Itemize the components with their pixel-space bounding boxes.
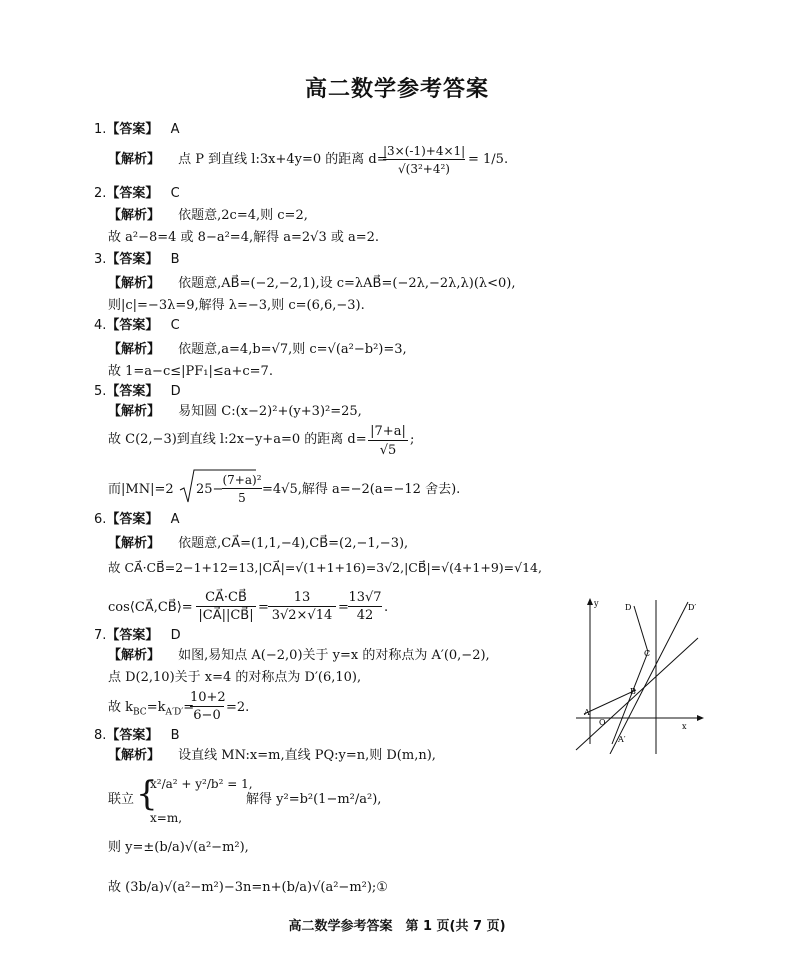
- analysis-label: 【解析】: [108, 152, 161, 167]
- q6-f2-den: 3√2×√14: [271, 608, 333, 623]
- answer-label: 【答案】: [106, 186, 159, 201]
- q2-number: 2.: [94, 186, 107, 201]
- q2-answer: C: [170, 186, 180, 201]
- analysis-label: 【解析】: [108, 404, 161, 419]
- fig-label-o: O: [599, 718, 606, 727]
- q8-text4: 故 (3b/a)√(a²−m²)−3n=n+(b/a)√(a²−m²);①: [108, 880, 388, 895]
- q6-eq1: =: [258, 600, 269, 615]
- q6-f3-den: 42: [356, 608, 374, 623]
- q8-analysis: [108, 748, 436, 764]
- analysis-label: 【解析】: [108, 276, 161, 291]
- q6-f1-num: CA⃗·CB⃗: [196, 590, 256, 607]
- segment-d-c: [634, 606, 648, 652]
- analysis-label: 【解析】: [108, 342, 161, 357]
- q8-sys-eq1: x²/a² + y²/b² = 1,: [150, 777, 253, 791]
- q5-answer-line: [94, 384, 181, 400]
- q6-eq2: =: [338, 600, 349, 615]
- q6-f1-den: |CA⃗||CB⃗|: [198, 608, 254, 623]
- analysis-label: 【解析】: [108, 536, 161, 551]
- answer-label: 【答案】: [106, 512, 159, 527]
- q6-answer: A: [170, 512, 180, 527]
- answer-label: 【答案】: [106, 384, 159, 399]
- fig-label-a: A: [584, 708, 590, 717]
- q5-frac-num: |7+a|: [368, 424, 408, 441]
- q7-k-prefix: 故 k: [108, 700, 134, 715]
- q3-answer-line: [94, 252, 179, 268]
- q8-sys-label: 联立: [108, 792, 135, 807]
- q8-answer: B: [170, 728, 180, 743]
- q5-text3a: 而|MN|=2: [108, 482, 174, 497]
- q7-text3: [108, 700, 194, 721]
- q5-frac-den: √5: [379, 443, 397, 458]
- q8-text3: 则 y=±(b/a)√(a²−m²),: [108, 840, 249, 855]
- q4-number: 4.: [94, 318, 107, 333]
- q3-text1: 依题意,AB⃗=(−2,−2,1),设 c=λAB⃗=(−2λ,−2λ,λ)(λ<0),: [178, 276, 516, 291]
- fig-label-c: C: [644, 649, 651, 658]
- q2-answer-line: [94, 186, 180, 202]
- q4-answer-line: [94, 318, 180, 334]
- q4-text1: 依题意,a=4,b=√7,则 c=√(a²−b²)=3,: [178, 342, 407, 357]
- q7-answer-line: [94, 628, 181, 644]
- fig-label-d-prime: D′: [688, 603, 697, 612]
- q2-text1: 依题意,2c=4,则 c=2,: [178, 208, 308, 223]
- answer-label: 【答案】: [106, 628, 159, 643]
- q8-sys-tail: 解得 y²=b²(1−m²/a²),: [246, 792, 382, 807]
- q3-text2: 则|c|=−3λ=9,解得 λ=−3,则 c=(6,6,−3).: [108, 298, 365, 313]
- q7-number: 7.: [94, 628, 107, 643]
- q6-f2-num: 13: [268, 590, 336, 607]
- q7-sub1: BC: [133, 707, 147, 718]
- q6-text2: 故 CA⃗·CB⃗=2−1+12=13,|CA⃗|=√(1+1+16)=3√2,|CB⃗|=√(4+1+9)=√14,: [108, 560, 542, 575]
- answer-label: 【答案】: [106, 122, 159, 137]
- q1-answer-line: [94, 122, 179, 138]
- q7-k-mid: =k: [146, 700, 166, 715]
- q5-text1: 易知圆 C:(x−2)²+(y+3)²=25,: [178, 404, 362, 419]
- answer-label: 【答案】: [106, 728, 159, 743]
- q5-text2: 故 C(2,−3)到直线 l:2x−y+a=0 的距离 d=: [108, 432, 367, 447]
- q1-frac-den: √(3²+4²): [398, 162, 450, 176]
- q1-analysis: [108, 152, 388, 168]
- q1-frac-num: |3×(-1)+4×1|: [383, 144, 466, 158]
- analysis-label: 【解析】: [108, 748, 161, 763]
- q7-frac-num: 10+2: [190, 690, 226, 705]
- q5-text3b: =4√5,解得 a=−2(a=−12 舍去).: [262, 482, 461, 497]
- y-axis-arrow: [587, 598, 593, 605]
- q3-number: 3.: [94, 252, 107, 267]
- q7-text1: 如图,易知点 A(−2,0)关于 y=x 的对称点为 A′(0,−2),: [178, 648, 490, 663]
- q5-number: 5.: [94, 384, 107, 399]
- q8-brace: {: [136, 774, 158, 814]
- q8-number: 8.: [94, 728, 107, 743]
- fig-label-b: B: [630, 687, 636, 696]
- q3-analysis: [108, 276, 516, 292]
- q8-sys-eq2: x=m,: [150, 811, 183, 825]
- q5-answer: D: [170, 384, 181, 399]
- q7-k-eq: =: [183, 700, 195, 715]
- line-a-prime-d-prime: [610, 602, 688, 754]
- answer-label: 【答案】: [106, 252, 159, 267]
- q1-answer: A: [170, 122, 180, 137]
- q6-end: .: [384, 600, 389, 615]
- q6-f3-num: 13√7: [348, 590, 382, 605]
- q4-answer: C: [170, 318, 180, 333]
- q4-text2: 故 1=a−c≤|PF₁|≤a+c=7.: [108, 364, 273, 379]
- q2-analysis: [108, 208, 308, 224]
- q5-root-frac-num: (7+a)²: [222, 473, 262, 487]
- segment-c-a-prime: [612, 652, 648, 744]
- q8-answer-line: [94, 728, 179, 744]
- fig-label-a-prime: A′: [618, 735, 626, 744]
- q7-frac-den: 6−0: [193, 708, 221, 723]
- q5-analysis: [108, 404, 362, 420]
- q7-text2: 点 D(2,10)关于 x=4 的对称点为 D′(6,10),: [108, 670, 362, 685]
- q6-answer-line: [94, 512, 179, 528]
- fig-label-y: y: [594, 599, 599, 608]
- q1-text: 点 P 到直线 l:3x+4y=0 的距离 d=: [178, 152, 388, 167]
- fig-label-x: x: [682, 722, 687, 731]
- q5-frac-tail: ;: [410, 432, 415, 447]
- q6-text3a: cos⟨CA⃗,CB⃗⟩=: [108, 600, 193, 615]
- q4-analysis: [108, 342, 407, 358]
- analysis-label: 【解析】: [108, 208, 161, 223]
- line-y-equals-x: [576, 638, 698, 750]
- q8-text1: 设直线 MN:x=m,直线 PQ:y=n,则 D(m,n),: [178, 748, 436, 763]
- geometry-figure: [570, 594, 706, 754]
- q7-answer: D: [170, 628, 181, 643]
- x-axis-arrow: [697, 715, 704, 721]
- q6-analysis: [108, 536, 408, 552]
- q6-number: 6.: [94, 512, 107, 527]
- q5-root-frac-den: 5: [238, 491, 246, 505]
- q7-sub2: A′D′: [165, 707, 184, 718]
- page-title: 高二数学参考答案: [304, 77, 489, 102]
- q7-analysis: [108, 648, 490, 664]
- fig-label-d: D: [625, 603, 632, 612]
- q3-answer: B: [170, 252, 180, 267]
- q1-result: = 1/5.: [468, 152, 509, 167]
- q1-number: 1.: [94, 122, 107, 137]
- q6-text1: 依题意,CA⃗=(1,1,−4),CB⃗=(2,−1,−3),: [178, 536, 409, 551]
- answer-label: 【答案】: [106, 318, 159, 333]
- page-footer: 高二数学参考答案 第 1 页(共 7 页): [288, 919, 506, 934]
- q5-root-text: 25−: [196, 482, 224, 497]
- q2-text2: 故 a²−8=4 或 8−a²=4,解得 a=2√3 或 a=2.: [108, 230, 380, 245]
- analysis-label: 【解析】: [108, 648, 161, 663]
- q7-frac-end: =2.: [226, 700, 250, 715]
